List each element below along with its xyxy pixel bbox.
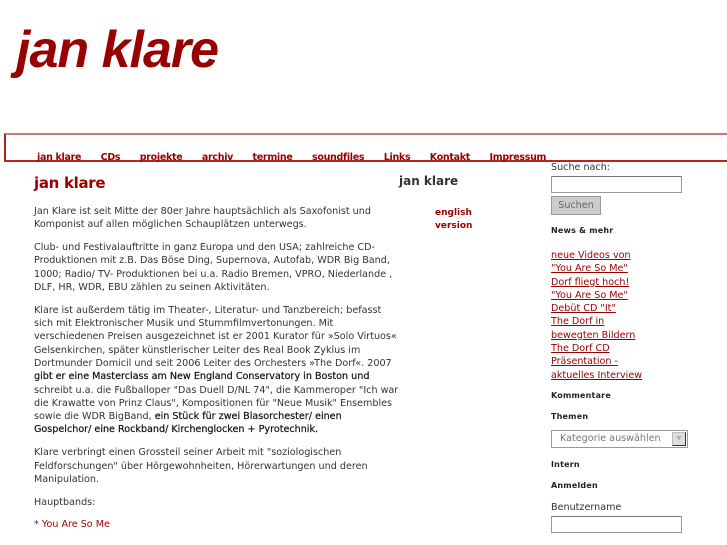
nav-cds[interactable]: CDs [100,152,121,163]
news-item[interactable]: "You Are So Me" Debüt CD "It" [551,289,628,315]
bio-paragraph-1: Jan Klare ist seit Mitte der 80er Jahre hauptsächlich als Saxofonist und Komponist auf allen möglichen Schauplätzen unterwegs. [34,206,371,231]
search-button[interactable]: Suchen [551,196,601,215]
nav-archiv[interactable]: archiv [201,152,234,163]
page-title: jan klare [34,174,106,192]
main-content [34,205,402,541]
news-item[interactable]: neue Videos von "You Are So Me" [551,250,631,275]
nav-jan-klare[interactable]: jan klare [37,152,82,163]
middle-title: jan klare [399,174,459,188]
bold-piece: ein Stück für zwei Blasorchester/ einen Gospelchor/ eine Rockband/ Kirchenglocken + Pyrotechnik. [34,411,342,436]
main-nav [4,133,727,162]
bio-paragraph-4: Klare verbringt einen Grossteil seiner Arbeit mit "soziologischen Feldforschungen" über Hörgewohnheiten, Hörerwartungen und deren Manipulation. [34,447,368,485]
topics-heading: Themen [551,411,589,421]
username-label: Benutzername [551,501,622,513]
nav-impressum[interactable]: Impressum [489,152,547,163]
news-item[interactable]: The Dorf in bewegten Bildern [551,316,636,341]
hauptbands-label: Hauptbands: [34,496,96,508]
nav-soundfiles[interactable]: soundfiles [311,152,365,163]
login-heading: Anmelden [551,480,598,490]
site-logo[interactable]: jan klare [16,21,219,79]
comments-heading: Kommentare [551,390,611,400]
nav-termine[interactable]: termine [252,152,293,163]
news-item[interactable]: The Dorf CD Präsentation - aktuelles Interview [551,343,643,381]
news-item[interactable]: Dorf fliegt hoch! [551,276,630,288]
news-heading: News & mehr [551,226,614,235]
dropdown-arrow-icon: ▼ [672,432,686,446]
sidebar [551,162,721,533]
nav-links[interactable]: Links [383,152,411,163]
search-input[interactable] [551,176,682,193]
english-version-link[interactable]: english version [435,208,473,231]
bold-masterclass: gibt er eine Masterclass am New England Conservatory in Boston und [34,371,370,383]
intern-heading: Intern [551,459,580,469]
category-select[interactable]: Kategorie auswählen ▼ [551,430,688,448]
nav-kontakt[interactable]: Kontakt [429,152,470,163]
band-link-you-are-so-me[interactable]: You Are So Me [41,519,110,531]
news-list [551,249,721,382]
bio-paragraph-3: Klare ist außerdem tätig im Theater-, Literatur- und Tanzbereich; befasst sich mit Elektronischer Musik und Stummfilmvertonungen. Mit verschiedenen Preisen ausgezeichnet ist er 2001 Kurator für »Solo Virtuos« Gelsenkirchen, später künstlerischer Leiter des Real Book Zyklus im Dortmunder Domicil und seit 2006 Leiter des Orchesters »The Dorf«. 2007 gibt er eine Masterclass am New England Conservatory in Boston und schreibt u.a. die Fußballoper "Das Duell D/NL 74", die Kammeroper "Ich war die Krawatte von Prinz Claus", Kompositionen für "Neue Musik" Ensembles sowie die WDR BigBand, ein Stück für zwei Blasorchester/ einen Gospelchor/ eine Rockband/ Kirchenglocken + Pyrotechnik. [34,304,399,436]
band-list-item: * You Are So Me [34,519,110,531]
bio-paragraph-2: Club- und Festivalauftritte in ganz Europa und den USA; zahlreiche CD-Produktionen mit z.B. Das Böse Ding, Supernova, Autofab, WDR Big Band, 1000; Radio/ TV- Produktionen bei u.a. Radio Bremen, VPRO, Niederlande , DLF, HR, WDR, EBU zählen zu seinen Aktivitäten. [34,242,393,293]
search-label: Suche nach: [551,162,611,173]
username-input[interactable] [551,516,682,533]
nav-projekte[interactable]: projekte [139,152,183,163]
